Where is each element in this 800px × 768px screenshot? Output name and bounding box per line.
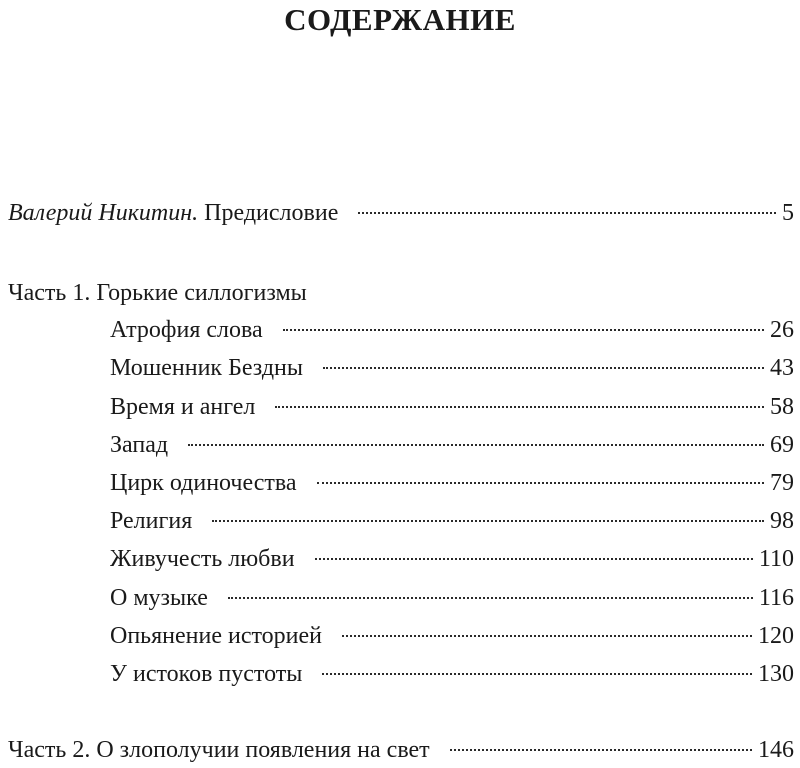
dot-leader [188,444,764,446]
dot-leader [322,673,752,675]
toc-entry[interactable] [110,392,794,422]
page-number: 26 [770,317,794,343]
preface-title: Предисловие [204,200,339,226]
page-number: 69 [770,432,794,458]
dot-leader [228,597,753,599]
toc-entry[interactable] [110,621,794,651]
dot-leader [450,749,752,751]
page-number: 98 [770,508,794,534]
toc-entry[interactable] [110,544,794,574]
dot-leader [275,406,764,408]
toc-entry-part2[interactable] [8,735,794,765]
page-number: 79 [770,470,794,496]
toc-entry[interactable] [110,315,794,345]
page-number: 110 [758,546,794,572]
page-number: 43 [770,355,794,381]
toc-entry-label: Мошенник Бездны [110,355,304,381]
toc-entry-label: Живучесть любви [110,546,295,572]
toc-entry[interactable] [110,468,794,498]
toc-entry-label: Атрофия слова [110,317,263,343]
toc-entry[interactable] [110,506,794,536]
toc-entry[interactable] [110,430,794,460]
dot-leader [283,329,764,331]
toc-entry-label: У истоков пустоты [110,661,303,687]
toc-entry[interactable] [110,659,794,689]
page-number: 130 [758,661,794,687]
toc-entry-preface[interactable] [8,198,794,228]
toc-entry-label: Часть 2. О злополучии появления на свет [8,737,430,763]
toc-entry-label: Религия [110,508,193,534]
toc-entry-label [8,198,338,228]
dot-leader [212,520,764,522]
page-number: 5 [782,200,794,226]
page-number: 58 [770,394,794,420]
dot-leader [323,367,764,369]
preface-author: Валерий Никитин. [8,200,199,226]
dot-leader [358,212,776,214]
page-number: 120 [758,623,794,649]
toc-entry-label: Опьянение историей [110,623,323,649]
page-number: 146 [758,737,794,763]
page-number: 116 [758,585,794,611]
toc-entry[interactable] [110,583,794,613]
dot-leader [317,482,764,484]
dot-leader [315,558,753,560]
toc-entry-label: Время и ангел [110,394,256,420]
toc-entry-label: Запад [110,432,169,458]
toc-entry-label: Цирк одиночества [110,470,297,496]
part-heading: Часть 1. Горькие силлогизмы [8,280,307,306]
page-title: СОДЕРЖАНИЕ [284,2,516,37]
dot-leader [342,635,752,637]
toc-entry[interactable] [110,353,794,383]
toc-entry-label: О музыке [110,585,208,611]
